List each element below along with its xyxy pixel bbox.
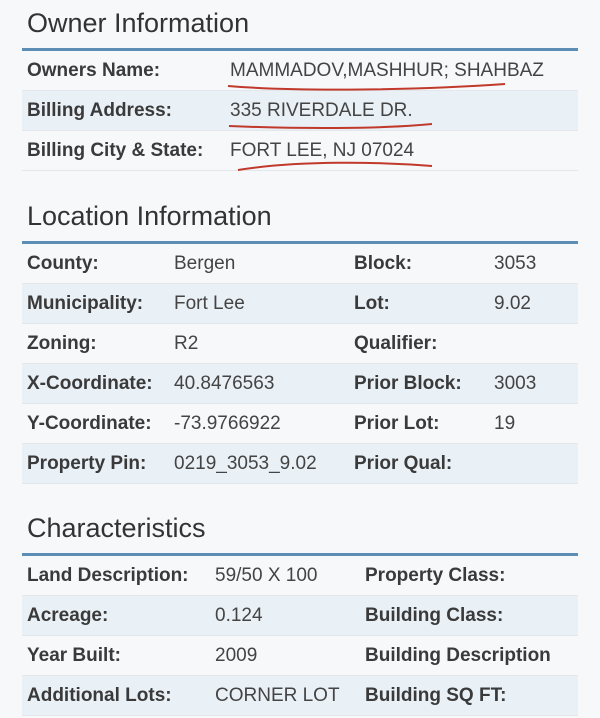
prior-lot-label: Prior Lot: xyxy=(354,413,440,434)
building-class-label: Building Class: xyxy=(365,605,504,626)
municipality-value: Fort Lee xyxy=(174,293,245,314)
characteristics-row xyxy=(22,556,578,596)
building-sq-ft-label: Building SQ FT: xyxy=(365,685,507,706)
zoning-value: R2 xyxy=(174,333,199,354)
y-coordinate-label: Y-Coordinate: xyxy=(27,413,152,434)
owners-name-label: Owners Name: xyxy=(27,60,161,81)
x-coordinate-value: 40.8476563 xyxy=(174,373,275,394)
billing-city-state-row xyxy=(22,131,578,171)
location-information-section xyxy=(22,199,578,484)
zoning-label: Zoning: xyxy=(27,333,97,354)
land-description-value: 59/50 X 100 xyxy=(215,565,318,586)
additional-lots-label: Additional Lots: xyxy=(27,685,172,706)
location-row xyxy=(22,404,578,444)
land-description-label: Land Description: xyxy=(27,565,189,586)
location-row xyxy=(22,284,578,324)
characteristics-section xyxy=(22,511,578,716)
acreage-label: Acreage: xyxy=(27,605,109,626)
lot-value: 9.02 xyxy=(494,293,531,314)
year-built-value: 2009 xyxy=(215,645,258,666)
prior-block-label: Prior Block: xyxy=(354,373,462,394)
block-value: 3053 xyxy=(494,253,537,274)
municipality-label: Municipality: xyxy=(27,293,144,314)
year-built-label: Year Built: xyxy=(27,645,121,666)
acreage-value: 0.124 xyxy=(215,605,263,626)
owners-name-value: MAMMADOV,MASHHUR; SHAHBAZ xyxy=(230,60,544,81)
characteristics-row xyxy=(22,676,578,716)
billing-city-state-value: FORT LEE, NJ 07024 xyxy=(230,140,415,161)
characteristics-row xyxy=(22,596,578,636)
county-label: County: xyxy=(27,253,99,274)
prior-qual-label: Prior Qual: xyxy=(354,453,453,474)
y-coordinate-value: -73.9766922 xyxy=(174,413,281,434)
owners-name-row xyxy=(22,51,578,91)
prior-block-value: 3003 xyxy=(494,373,537,394)
property-class-label: Property Class: xyxy=(365,565,506,586)
additional-lots-value: CORNER LOT xyxy=(215,685,340,706)
section-title: Owner Information xyxy=(27,8,250,38)
prior-lot-value: 19 xyxy=(494,413,516,434)
section-title: Characteristics xyxy=(27,513,206,543)
qualifier-label: Qualifier: xyxy=(354,333,438,354)
location-row xyxy=(22,444,578,484)
billing-address-label: Billing Address: xyxy=(27,100,172,121)
block-label: Block: xyxy=(354,253,413,274)
location-row xyxy=(22,324,578,364)
location-row xyxy=(22,244,578,284)
billing-address-value: 335 RIVERDALE DR. xyxy=(230,100,413,121)
billing-address-row xyxy=(22,91,578,131)
x-coordinate-label: X-Coordinate: xyxy=(27,373,153,394)
owner-information-section xyxy=(22,6,578,171)
property-pin-value: 0219_3053_9.02 xyxy=(174,453,317,474)
location-row xyxy=(22,364,578,404)
building-description-label: Building Description xyxy=(365,645,551,666)
section-title: Location Information xyxy=(27,201,272,231)
property-pin-label: Property Pin: xyxy=(27,453,147,474)
billing-city-state-label: Billing City & State: xyxy=(27,140,204,161)
characteristics-row xyxy=(22,636,578,676)
lot-label: Lot: xyxy=(354,293,390,314)
county-value: Bergen xyxy=(174,253,236,274)
